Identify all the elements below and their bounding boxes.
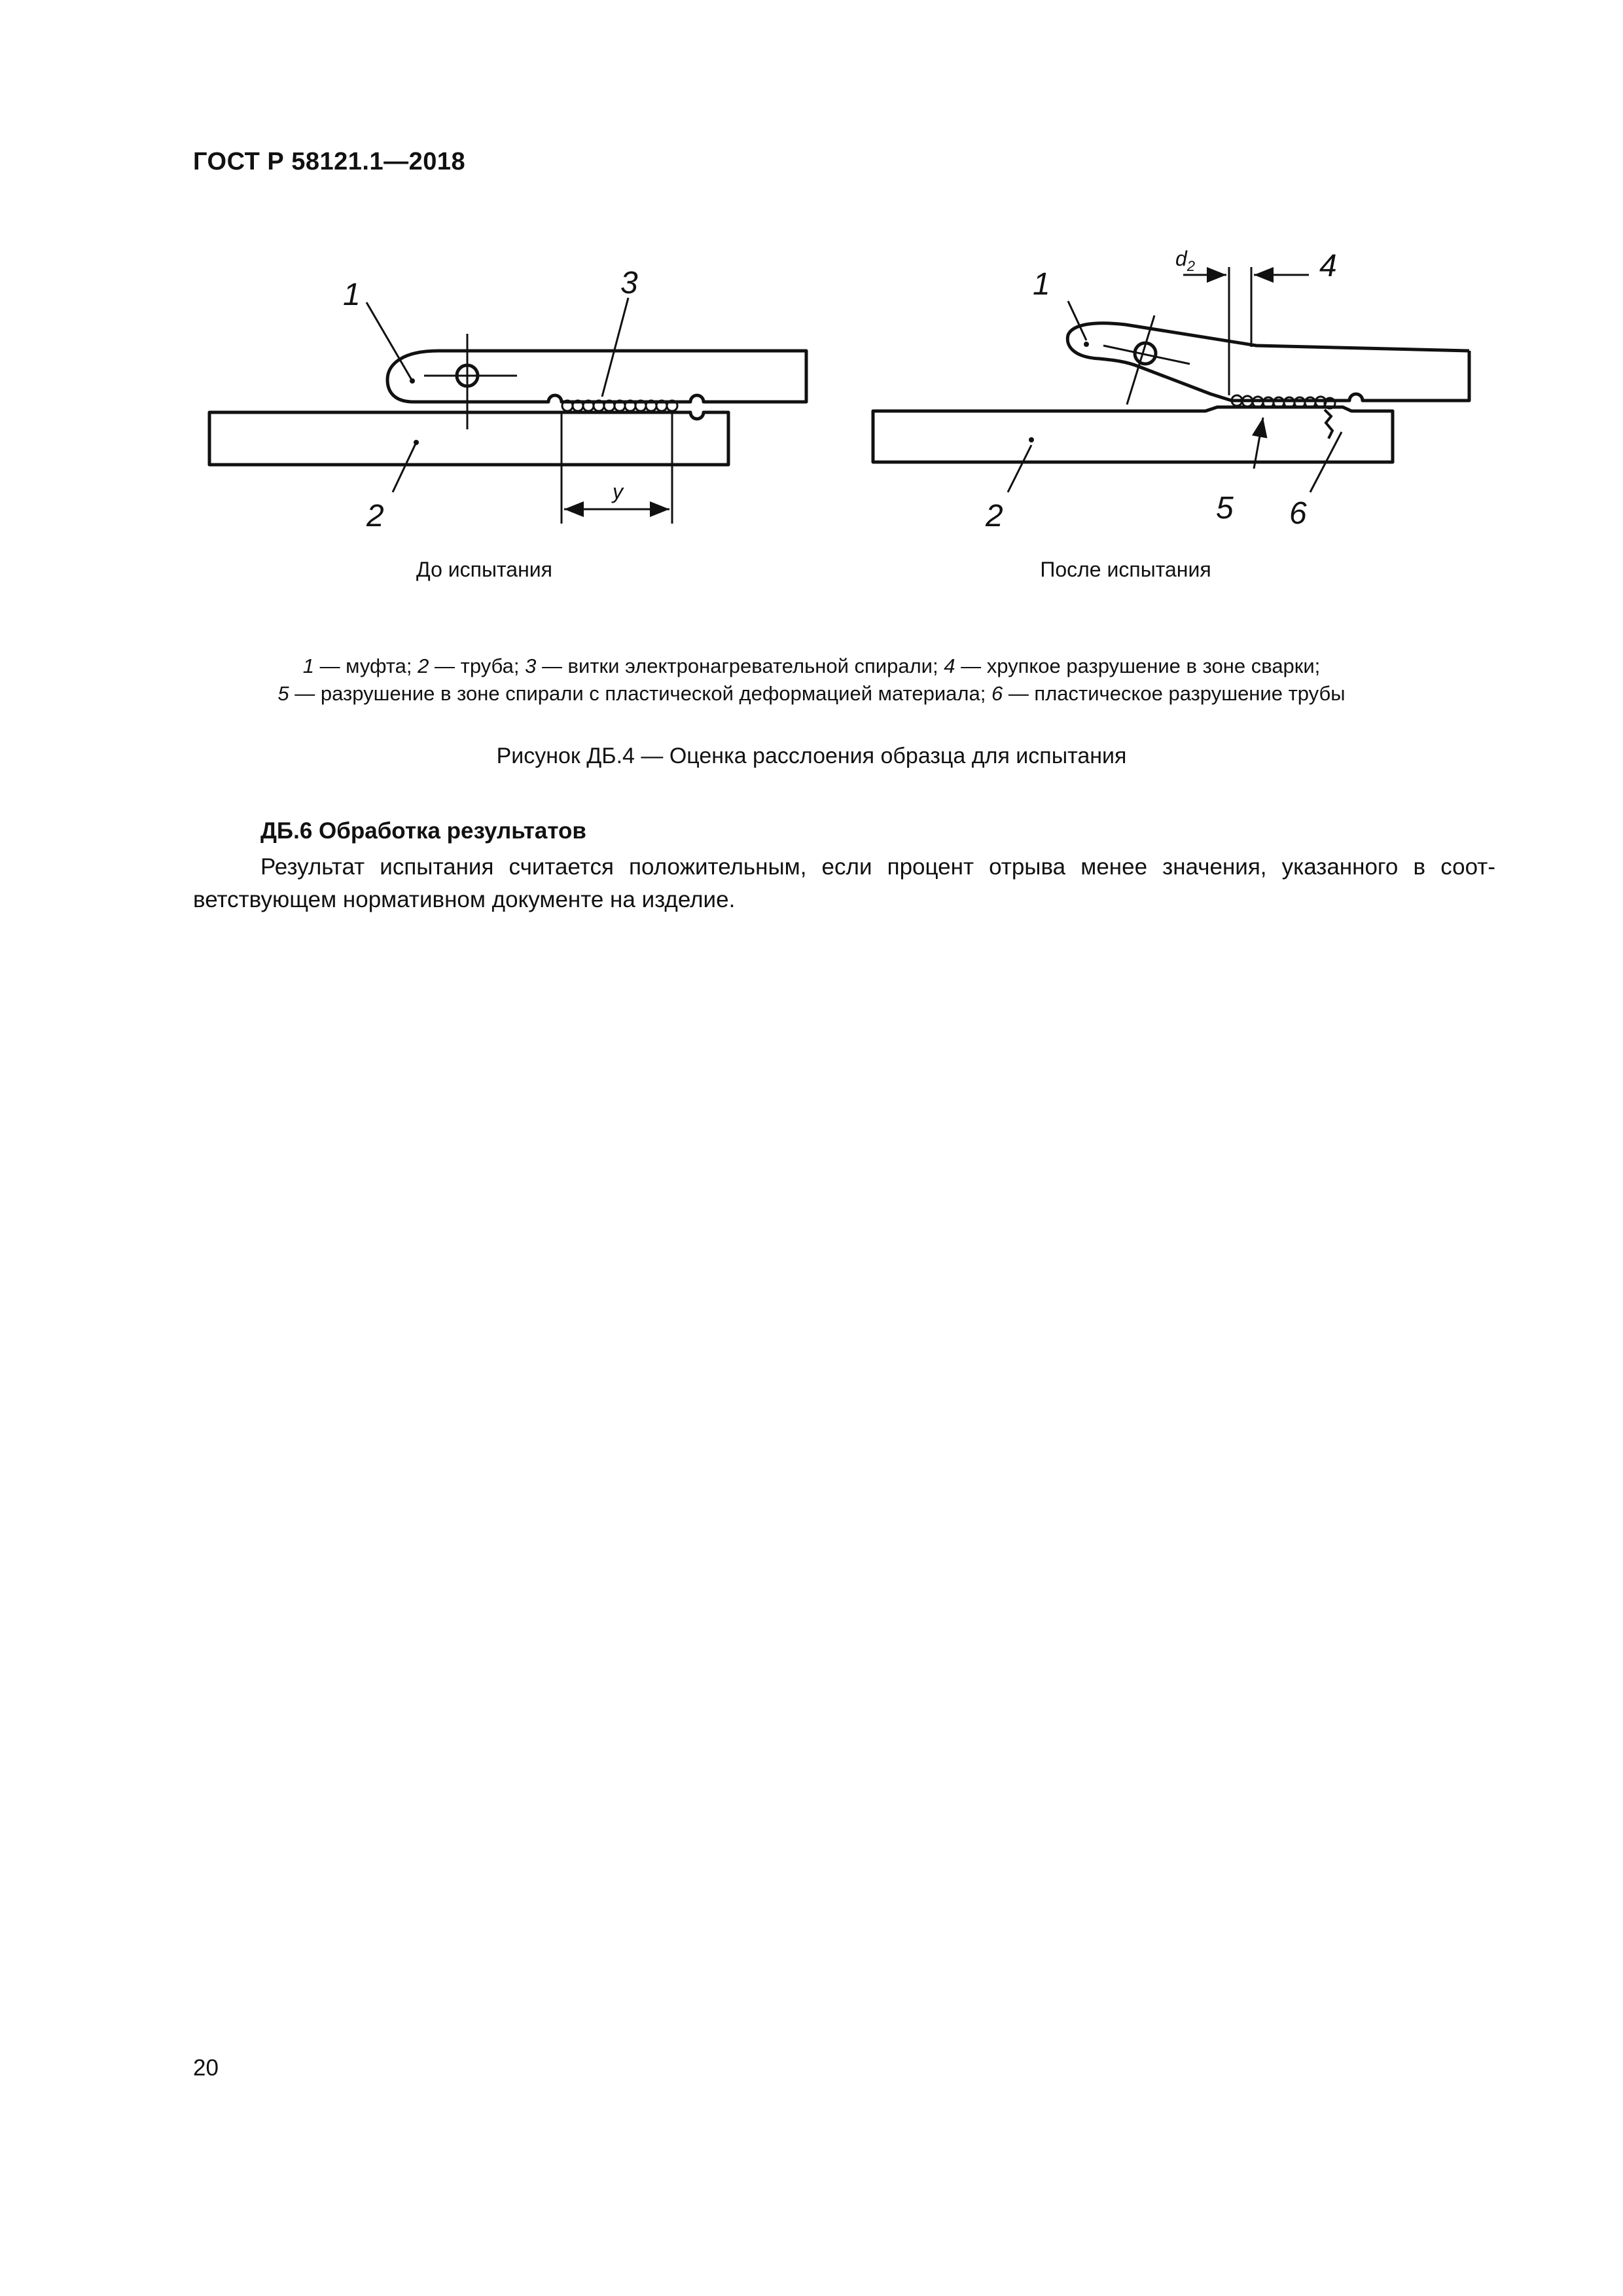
label-1-after: 1 (1033, 267, 1050, 302)
label-d-after: $d_2$ (1175, 247, 1196, 274)
document-header: ГОСТ Р 58121.1—2018 (193, 148, 466, 175)
label-1-before: 1 (343, 278, 361, 312)
label-3-before: 3 (620, 266, 638, 300)
label-2-after: 2 (986, 499, 1003, 533)
label-y-before: y (613, 480, 623, 503)
paragraph-line-2: ветствующем нормативном документе на изделие. (193, 887, 736, 912)
label-6-after: 6 (1289, 496, 1307, 531)
label-2-before: 2 (366, 499, 384, 533)
page-number: 20 (193, 2055, 219, 2081)
label-4-after: 4 (1319, 249, 1337, 283)
figure-title: Рисунок ДБ.4 — Оценка расслоения образца для испытания (496, 744, 1127, 768)
section-heading: ДБ.6 Обработка результатов (260, 818, 586, 844)
paragraph-line-1: Результат испытания считается положительным, если процент отрыва менее значения, указанного в соот- (260, 854, 1495, 880)
caption-after: После испытания (1040, 558, 1211, 581)
figure-legend (196, 653, 1427, 708)
legend-line-1: 1 — муфта; 2 — труба; 3 — витки электронагревательной спирали; 4 — хрупкое разрушение в зоне сварки; (302, 655, 1321, 677)
label-5-after: 5 (1216, 491, 1234, 526)
section-paragraph (193, 851, 1495, 916)
caption-before: До испытания (416, 558, 552, 581)
figure-drawing (0, 0, 1623, 720)
legend-line-2: 5 — разрушение в зоне спирали с пластической деформацией материала; 6 — пластическое разрушение трубы (277, 682, 1346, 705)
